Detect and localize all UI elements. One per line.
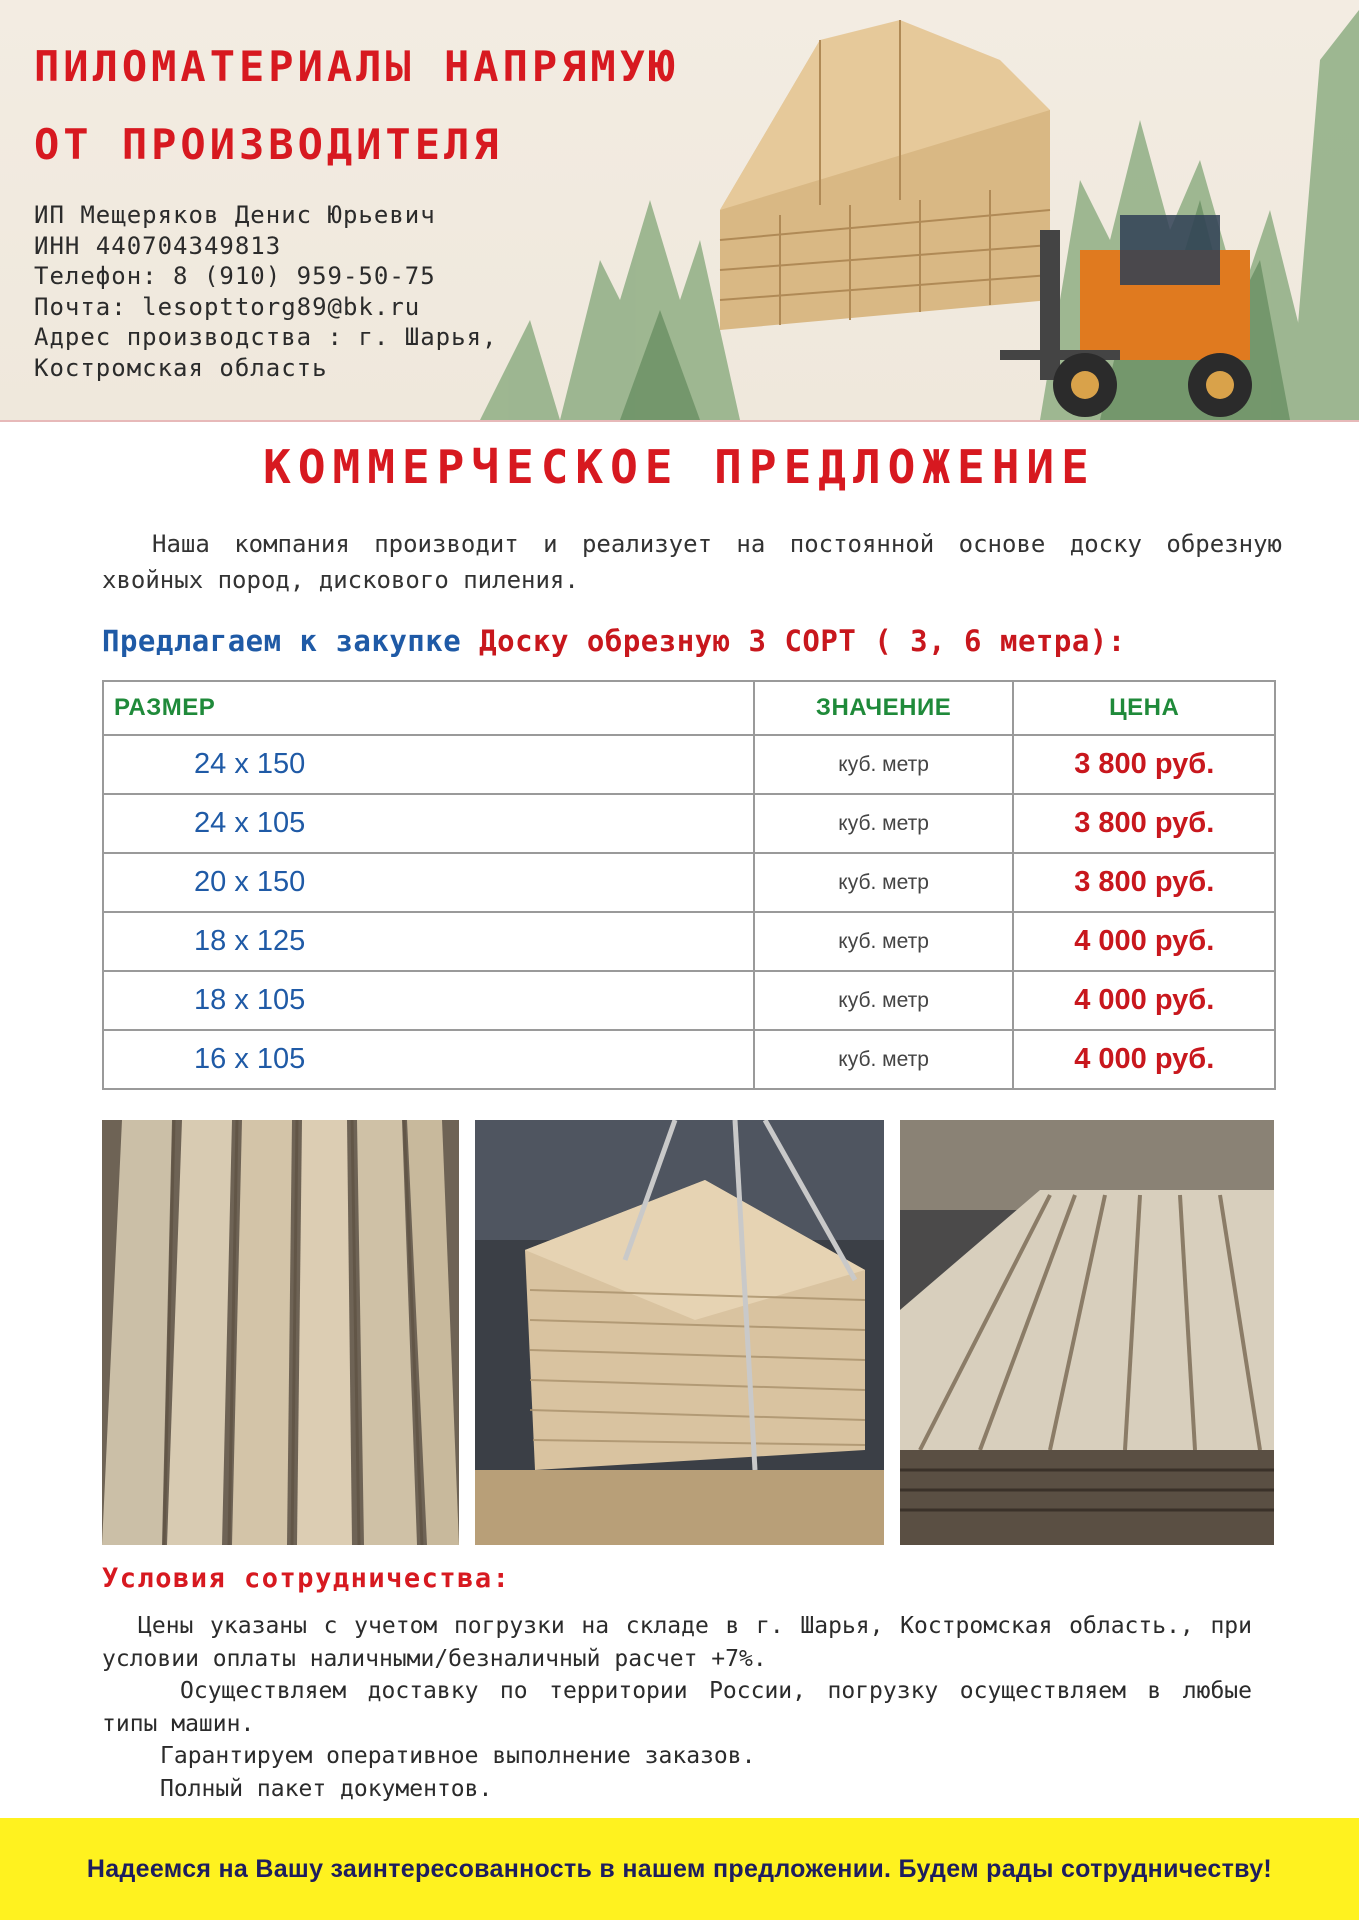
condition-paragraph: Осуществляем доставку по территории России, погрузку осуществляем в любые типы машин. — [102, 1678, 1252, 1737]
header-banner — [0, 0, 1359, 420]
intro-text: Наша компания производит и реализует на постоянной основе доску обрезную хвойных пород, дискового пиления. — [102, 530, 1282, 594]
cell-price: 3 800 руб. — [1013, 853, 1275, 912]
cell-size: 24 х 150 — [103, 735, 754, 794]
table-row — [103, 735, 1275, 794]
intro-paragraph — [102, 526, 1282, 598]
header-unit: ЗНАЧЕНИЕ — [754, 681, 1014, 735]
contact-email[interactable]: Почта: lesopttorg89@bk.ru — [34, 292, 421, 321]
table-row — [103, 971, 1275, 1030]
cell-unit: куб. метр — [754, 735, 1014, 794]
table-header-row — [103, 681, 1275, 735]
cell-unit: куб. метр — [754, 912, 1014, 971]
price-table — [102, 680, 1276, 1090]
cell-size: 20 х 150 — [103, 853, 754, 912]
header-title — [34, 28, 678, 184]
photo-unedged-boards — [900, 1120, 1274, 1545]
contact-name: ИП Мещеряков Денис Юрьевич — [34, 201, 436, 229]
table-row — [103, 912, 1275, 971]
cell-size: 18 х 105 — [103, 971, 754, 1030]
header-price: ЦЕНА — [1013, 681, 1275, 735]
header-size: РАЗМЕР — [103, 681, 754, 735]
cell-price: 3 800 руб. — [1013, 794, 1275, 853]
header-title-line2: ОТ ПРОИЗВОДИТЕЛЯ — [34, 120, 503, 169]
table-row — [103, 794, 1275, 853]
contact-address-line1: Адрес производства : г. Шарья, — [34, 323, 498, 351]
cell-price: 4 000 руб. — [1013, 1030, 1275, 1089]
contact-address-line2: Костромская область — [34, 353, 328, 382]
propose-heading — [102, 624, 1126, 658]
cell-unit: куб. метр — [754, 794, 1014, 853]
header-title-line1: ПИЛОМАТЕРИАЛЫ НАПРЯМУЮ — [34, 42, 679, 91]
conditions-title: Условия сотрудничества: — [102, 1563, 511, 1594]
footer-text: Надеемся на Вашу заинтересованность в нашем предложении. Будем рады сотрудничеству! — [86, 1854, 1273, 1883]
photo-boards-closeup — [102, 1120, 459, 1545]
cell-size: 16 х 105 — [103, 1030, 754, 1089]
conditions-body — [102, 1610, 1252, 1805]
contact-phone[interactable]: Телефон: 8 (910) 959-50-75 — [34, 262, 436, 290]
propose-prefix: Предлагаем к закупке — [102, 624, 480, 658]
contact-block — [34, 200, 497, 383]
offer-title: КОММЕРЧЕСКОЕ ПРЕДЛОЖЕНИЕ — [263, 440, 1096, 494]
cell-unit: куб. метр — [754, 853, 1014, 912]
header-divider — [0, 420, 1359, 422]
cell-price: 4 000 руб. — [1013, 912, 1275, 971]
footer-banner — [0, 1818, 1359, 1920]
photo-lumber-stack-crane — [475, 1120, 884, 1545]
cell-price: 4 000 руб. — [1013, 971, 1275, 1030]
cell-price: 3 800 руб. — [1013, 735, 1275, 794]
contact-inn: ИНН 440704349813 — [34, 231, 282, 260]
table-row — [103, 1030, 1275, 1089]
propose-product: Доску обрезную 3 СОРТ ( 3, 6 метра): — [479, 624, 1126, 658]
condition-paragraph: Гарантируем оперативное выполнение заказов. — [160, 1743, 756, 1769]
table-row — [103, 853, 1275, 912]
cell-size: 18 х 125 — [103, 912, 754, 971]
cell-unit: куб. метр — [754, 1030, 1014, 1089]
cell-unit: куб. метр — [754, 971, 1014, 1030]
condition-paragraph: Полный пакет документов. — [160, 1775, 493, 1802]
cell-size: 24 х 105 — [103, 794, 754, 853]
condition-paragraph: Цены указаны с учетом погрузки на складе в г. Шарья, Костромская область., при условии оплаты наличными/безналичный расчет +7%. — [102, 1613, 1252, 1672]
